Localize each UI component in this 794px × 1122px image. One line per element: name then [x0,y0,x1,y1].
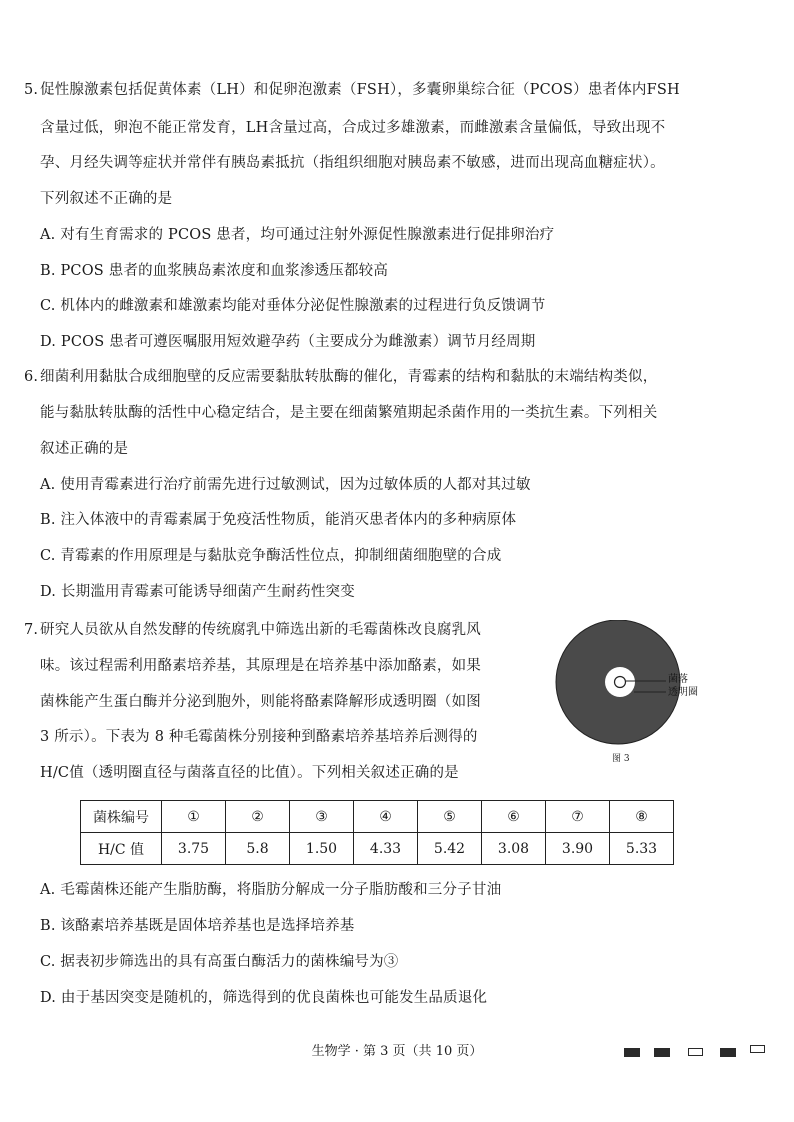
table-row-hc [81,833,674,865]
q5-option-c: C. 机体内的雌激素和雄激素均能对垂体分泌促性腺激素的过程进行负反馈调节 [40,298,546,314]
q7-line-2: 味。该过程需利用酪素培养基，其原理是在培养基中添加酪素，如果 [40,658,481,674]
q7-option-d: D. 由于基因突变是随机的，筛选得到的优良菌株也可能发生品质退化 [40,990,488,1006]
hc-cell: 4.33 [354,833,418,865]
q7-option-a: A. 毛霉菌株还能产生脂肪酶，将脂肪分解成一分子脂肪酸和三分子甘油 [40,882,502,898]
filled-mark-icon [624,1048,640,1057]
q5-line-4: 下列叙述不正确的是 [40,191,173,207]
q5-line-3: 孕、月经失调等症状并常伴有胰岛素抵抗（指组织细胞对胰岛素不敏感，进而出现高血糖症状）。 [40,155,665,171]
q7-line-1: 7. 研究人员欲从自然发酵的传统腐乳中筛选出新的毛霉菌株改良腐乳风 [24,622,481,638]
q5-number: 5. [24,82,39,98]
q6-option-a: A. 使用青霉素进行治疗前需先进行过敏测试，因为过敏体质的人都对其过敏 [40,477,531,493]
q6-option-b: B. 注入体液中的青霉素属于免疫活性物质，能消灭患者体内的多种病原体 [40,512,517,528]
hc-cell: 3.08 [482,833,546,865]
table-row-strain [81,801,674,833]
hc-cell: 5.42 [418,833,482,865]
q6-line-1: 6. 细菌利用黏肽合成细胞壁的反应需要黏肽转肽酶的催化，青霉素的结构和黏肽的末端结构类似， [24,369,658,385]
strain-cell: ⑦ [546,801,610,833]
halo-label: 透明圈 [668,687,698,698]
q5-line-1: 5. 促性腺激素包括促黄体素（LH）和促卵泡激素（FSH），多囊卵巢综合征（PCOS）患者体内FSH [24,82,680,98]
hc-cell: 3.90 [546,833,610,865]
strain-cell: ③ [290,801,354,833]
strain-cell: ⑥ [482,801,546,833]
strain-cell: ⑤ [418,801,482,833]
hc-cell: 3.75 [162,833,226,865]
hc-cell: 5.8 [226,833,290,865]
q6-line-2: 能与黏肽转肽酶的活性中心稳定结合，是主要在细菌繁殖期起杀菌作用的一类抗生素。下列相关 [40,405,658,421]
q7-option-b: B. 该酪素培养基既是固体培养基也是选择培养基 [40,918,355,934]
colony-label: 菌落 [668,674,688,685]
figure-3 [532,620,712,770]
table-header-strain: 菌株编号 [81,801,162,833]
page-footer: 生物学 · 第 3 页（共 10 页） [311,1044,483,1059]
strain-cell: ① [162,801,226,833]
q5-line-2: 含量过低，卵泡不能正常发育，LH含量过高，合成过多雄激素，而雌激素含量偏低，导致出现不 [40,120,666,136]
filled-mark-icon [654,1048,670,1057]
q6-line-3: 叙述正确的是 [40,441,129,457]
q6-option-c: C. 青霉素的作用原理是与黏肽竞争酶活性位点，抑制细菌细胞壁的合成 [40,548,502,564]
strain-cell: ② [226,801,290,833]
hc-cell: 5.33 [610,833,674,865]
colony [615,677,626,688]
hc-value-table [80,800,674,865]
strain-cell: ④ [354,801,418,833]
q6-option-d: D. 长期滥用青霉素可能诱导细菌产生耐药性突变 [40,584,355,600]
hc-cell: 1.50 [290,833,354,865]
petri-dish-diagram [532,620,712,770]
q5-option-a: A. 对有生育需求的 PCOS 患者，均可通过注射外源促性腺激素进行促排卵治疗 [40,227,555,243]
table-header-hc: H/C 值 [81,833,162,865]
q5-option-b: B. PCOS 患者的血浆胰岛素浓度和血浆渗透压都较高 [40,263,389,279]
q7-line-3: 菌株能产生蛋白酶并分泌到胞外，则能将酪素降解形成透明圈（如图 [40,694,481,710]
q7-line-5: H/C值（透明圈直径与菌落直径的比值）。下列相关叙述正确的是 [40,765,459,781]
strain-cell: ⑧ [610,801,674,833]
q6-number: 6. [24,369,39,385]
open-mark-icon [688,1048,703,1056]
open-mark-icon [750,1045,765,1053]
figure-caption: 图 3 [612,754,630,764]
q7-line-4: 3 所示）。下表为 8 种毛霉菌株分别接种到酪素培养基培养后测得的 [40,729,478,745]
q7-number: 7. [24,622,39,638]
q7-option-c: C. 据表初步筛选出的具有高蛋白酶活力的菌株编号为③ [40,954,399,970]
filled-mark-icon [720,1048,736,1057]
q5-option-d: D. PCOS 患者可遵医嘱服用短效避孕药（主要成分为雌激素）调节月经周期 [40,334,536,350]
